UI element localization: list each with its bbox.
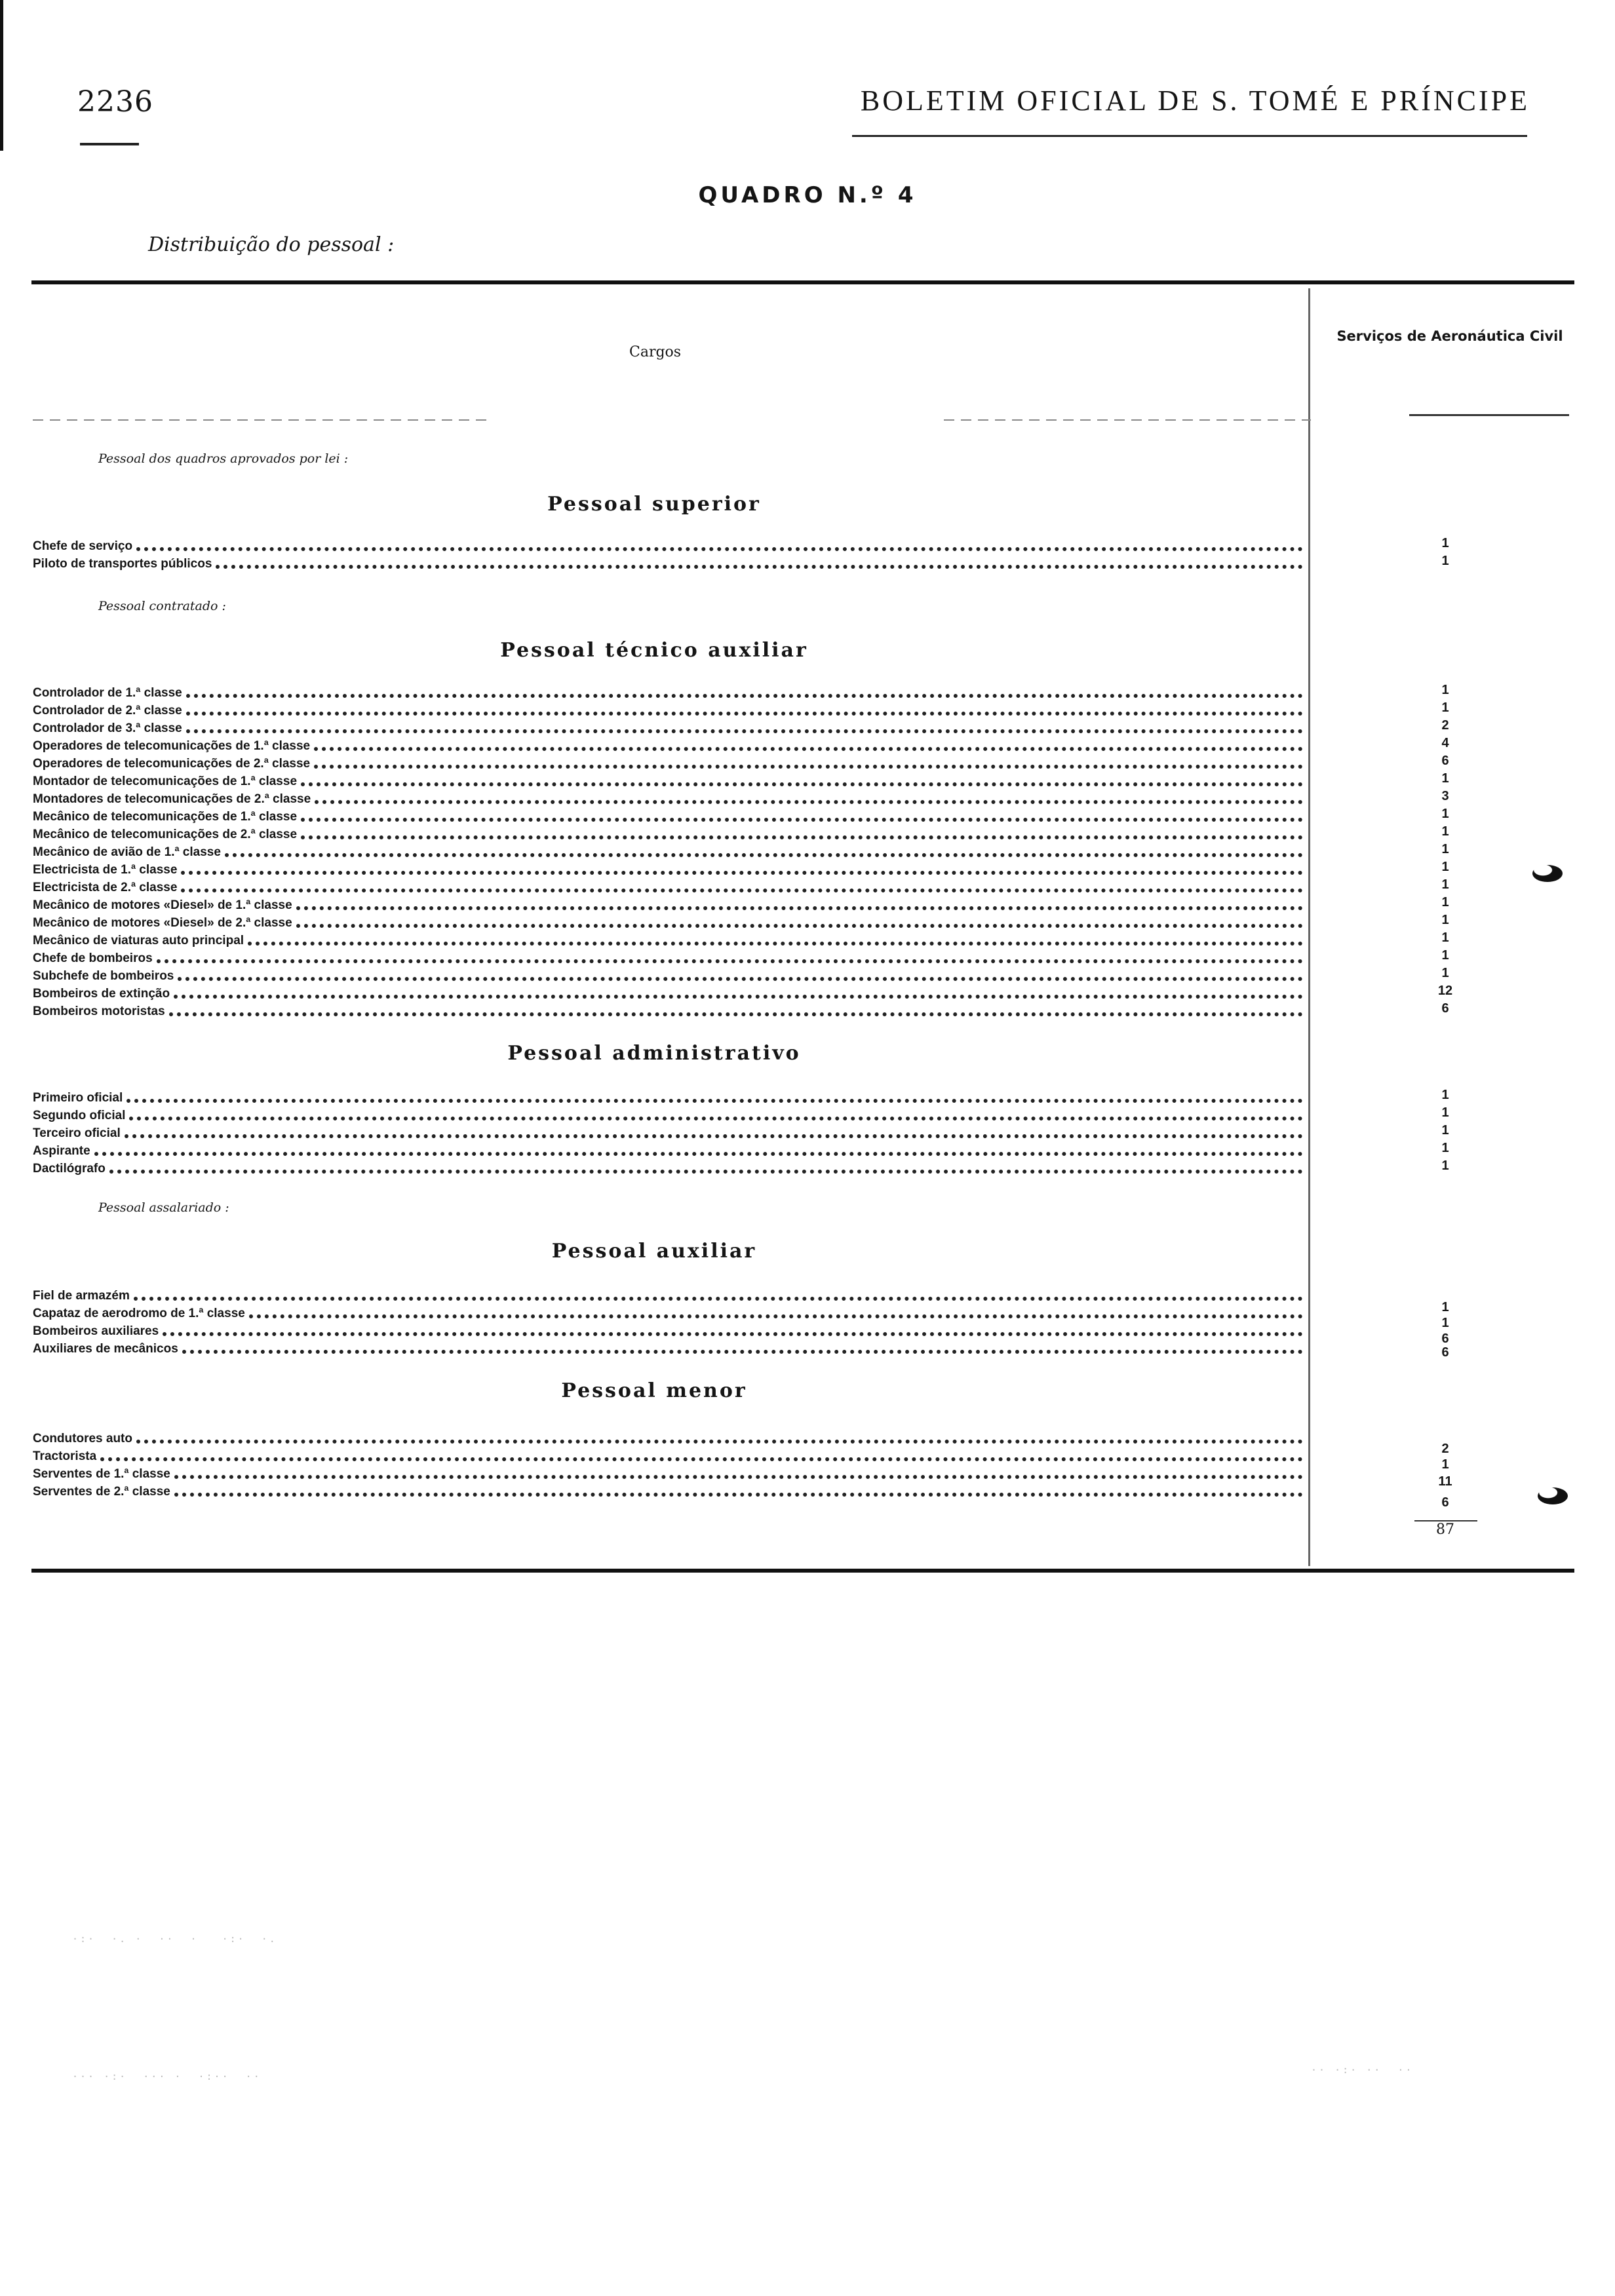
bleed-through-text: ·· ·:· ·· ·· bbox=[1311, 2064, 1414, 2076]
dot-leader bbox=[301, 835, 1303, 839]
table-row bbox=[33, 807, 1303, 824]
dot-leader bbox=[157, 959, 1303, 963]
row-value: 6 bbox=[1441, 1345, 1449, 1360]
punch-hole-mark bbox=[1538, 1487, 1568, 1504]
row-value: 1 bbox=[1441, 1105, 1449, 1120]
table-row bbox=[33, 1464, 1303, 1482]
dot-leader bbox=[178, 977, 1303, 981]
cargo-label: Bombeiros motoristas bbox=[33, 1004, 165, 1018]
table-bottom-rule bbox=[31, 1569, 1574, 1573]
cargo-label: Mecânico de motores «Diesel» de 1.ª classe bbox=[33, 898, 292, 912]
column-header-service: Serviços de Aeronáutica Civil bbox=[1336, 328, 1563, 344]
cargo-label: Controlador de 2.ª classe bbox=[33, 704, 182, 718]
table-row bbox=[33, 1001, 1303, 1019]
table-row bbox=[33, 930, 1303, 948]
header-rule-service bbox=[1409, 414, 1569, 416]
row-value: 1 bbox=[1441, 1141, 1449, 1155]
row-value: 1 bbox=[1441, 1457, 1449, 1472]
cargo-label: Operadores de telecomunicações de 1.ª classe bbox=[33, 739, 311, 753]
dot-leader bbox=[136, 1440, 1303, 1444]
cargo-label: Operadores de telecomunicações de 2.ª classe bbox=[33, 757, 311, 771]
row-value: 12 bbox=[1437, 984, 1453, 998]
total-value: 87 bbox=[1436, 1521, 1454, 1538]
row-value: 1 bbox=[1441, 1316, 1449, 1330]
dot-leader bbox=[134, 1297, 1303, 1301]
row-value: 4 bbox=[1441, 736, 1449, 750]
subtitle: Distribuição do pessoal : bbox=[148, 233, 395, 256]
table-row bbox=[33, 536, 1303, 554]
row-value: 6 bbox=[1441, 754, 1449, 768]
cargo-label: Controlador de 3.ª classe bbox=[33, 721, 182, 735]
cargo-label: Electricista de 1.ª classe bbox=[33, 863, 178, 877]
cargo-label: Mecânico de telecomunicações de 1.ª classe bbox=[33, 810, 298, 824]
dot-leader bbox=[181, 871, 1303, 875]
cargo-label: Bombeiros de extinção bbox=[33, 987, 170, 1001]
cargo-label: Serventes de 2.ª classe bbox=[33, 1485, 170, 1499]
group-label: Pessoal dos quadros aprovados por lei : bbox=[98, 451, 349, 466]
cargo-label: Chefe de serviço bbox=[33, 539, 133, 553]
table-row bbox=[33, 860, 1303, 877]
cargo-label: Montadores de telecomunicações de 2.ª classe bbox=[33, 792, 311, 806]
page-number: 2236 bbox=[77, 85, 153, 119]
table-row bbox=[33, 736, 1303, 754]
column-divider bbox=[1308, 288, 1310, 1566]
table-row bbox=[33, 1123, 1303, 1141]
table-row bbox=[33, 700, 1303, 718]
dot-leader bbox=[182, 1350, 1303, 1354]
dot-leader bbox=[314, 765, 1303, 769]
row-value: 1 bbox=[1441, 683, 1449, 697]
cargo-label: Controlador de 1.ª classe bbox=[33, 686, 182, 700]
cargo-label: Dactilógrafo bbox=[33, 1162, 106, 1176]
dot-leader bbox=[225, 853, 1303, 857]
cargo-label: Mecânico de motores «Diesel» de 2.ª classe bbox=[33, 916, 292, 930]
table-row bbox=[33, 1141, 1303, 1158]
row-value: 2 bbox=[1441, 718, 1449, 733]
row-value: 11 bbox=[1438, 1474, 1452, 1489]
dot-leader bbox=[249, 1314, 1303, 1318]
bleed-through-text: ··· ·:· ··· · ·:·· ·· bbox=[72, 2071, 262, 2082]
dot-leader bbox=[314, 747, 1303, 751]
dot-leader bbox=[129, 1117, 1303, 1120]
dot-leader bbox=[126, 1099, 1303, 1103]
running-head: BOLETIM OFICIAL DE S. TOMÉ E PRÍNCIPE bbox=[860, 85, 1530, 117]
section-heading: Pessoal menor bbox=[561, 1379, 747, 1402]
cargo-label: Mecânico de avião de 1.ª classe bbox=[33, 845, 221, 859]
group-label: Pessoal assalariado : bbox=[98, 1200, 229, 1215]
row-value: 1 bbox=[1441, 554, 1449, 568]
row-value: 1 bbox=[1441, 877, 1449, 892]
dot-leader bbox=[186, 712, 1303, 716]
table-row bbox=[33, 1339, 1303, 1356]
header-rule-middle bbox=[944, 419, 1311, 421]
dot-leader bbox=[94, 1152, 1303, 1156]
table-row bbox=[33, 1286, 1303, 1303]
table-row bbox=[33, 554, 1303, 571]
table-row bbox=[33, 1446, 1303, 1464]
dot-leader bbox=[296, 906, 1303, 910]
table-row bbox=[33, 1158, 1303, 1176]
dot-leader bbox=[174, 995, 1303, 999]
table-row bbox=[33, 754, 1303, 771]
dot-leader bbox=[296, 924, 1303, 928]
group-label: Pessoal contratado : bbox=[98, 599, 226, 613]
table-row bbox=[33, 718, 1303, 736]
table-row bbox=[33, 895, 1303, 913]
dot-leader bbox=[181, 889, 1303, 892]
dot-leader bbox=[216, 565, 1303, 569]
cargo-label: Piloto de transportes públicos bbox=[33, 557, 212, 571]
section-heading: Pessoal superior bbox=[547, 493, 761, 516]
table-row bbox=[33, 1321, 1303, 1339]
row-value: 6 bbox=[1441, 1331, 1449, 1346]
dot-leader bbox=[109, 1170, 1303, 1174]
dot-leader bbox=[301, 818, 1303, 822]
dot-leader bbox=[315, 800, 1303, 804]
dot-leader bbox=[248, 942, 1303, 946]
row-value: 1 bbox=[1441, 860, 1449, 874]
cargo-label: Aspirante bbox=[33, 1144, 90, 1158]
cargo-label: Fiel de armazém bbox=[33, 1289, 130, 1303]
cargo-label: Electricista de 2.ª classe bbox=[33, 881, 178, 894]
row-value: 1 bbox=[1441, 930, 1449, 945]
table-row bbox=[33, 771, 1303, 789]
row-value: 1 bbox=[1441, 948, 1449, 963]
table-row bbox=[33, 877, 1303, 895]
dot-leader bbox=[186, 729, 1303, 733]
table-row bbox=[33, 984, 1303, 1001]
row-value: 6 bbox=[1441, 1001, 1449, 1016]
table-row bbox=[33, 824, 1303, 842]
cargo-label: Bombeiros auxiliares bbox=[33, 1324, 159, 1338]
table-row bbox=[33, 1105, 1303, 1123]
cargo-label: Capataz de aerodromo de 1.ª classe bbox=[33, 1307, 245, 1320]
table-row bbox=[33, 789, 1303, 807]
table-row bbox=[33, 683, 1303, 700]
row-value: 1 bbox=[1441, 824, 1449, 839]
row-value: 1 bbox=[1441, 700, 1449, 715]
dot-leader bbox=[163, 1332, 1303, 1336]
cargo-label: Montador de telecomunicações de 1.ª classe bbox=[33, 775, 298, 788]
table-row bbox=[33, 1303, 1303, 1321]
row-value: 1 bbox=[1441, 1123, 1449, 1138]
row-value: 1 bbox=[1441, 895, 1449, 909]
table-row bbox=[33, 966, 1303, 984]
cargo-label: Terceiro oficial bbox=[33, 1126, 121, 1140]
row-value: 1 bbox=[1441, 913, 1449, 927]
row-value: 1 bbox=[1441, 1158, 1449, 1173]
row-value: 1 bbox=[1441, 1300, 1449, 1314]
dot-leader bbox=[174, 1475, 1303, 1479]
bleed-through-text: ·:· ·. · ·· · ·:· ·. bbox=[72, 1933, 277, 1945]
scan-edge-mark bbox=[0, 0, 3, 151]
cargo-label: Condutores auto bbox=[33, 1432, 132, 1445]
dot-leader bbox=[100, 1457, 1303, 1461]
cargo-label: Segundo oficial bbox=[33, 1109, 126, 1122]
row-value: 1 bbox=[1441, 966, 1449, 980]
cargo-label: Primeiro oficial bbox=[33, 1091, 123, 1105]
page-number-underline bbox=[80, 143, 139, 145]
cargo-label: Serventes de 1.ª classe bbox=[33, 1467, 170, 1481]
cargo-label: Mecânico de telecomunicações de 2.ª classe bbox=[33, 828, 298, 841]
table-top-rule bbox=[31, 280, 1574, 284]
table-row bbox=[33, 948, 1303, 966]
table-row bbox=[33, 1428, 1303, 1446]
dot-leader bbox=[125, 1134, 1303, 1138]
row-value: 3 bbox=[1441, 789, 1449, 803]
header-rule-left bbox=[33, 419, 492, 421]
punch-hole-mark bbox=[1532, 865, 1563, 882]
cargo-label: Subchefe de bombeiros bbox=[33, 969, 174, 983]
cargo-label: Auxiliares de mecânicos bbox=[33, 1342, 178, 1356]
column-header-cargos: Cargos bbox=[629, 344, 682, 360]
row-value: 1 bbox=[1441, 842, 1449, 856]
dot-leader bbox=[169, 1012, 1303, 1016]
row-value: 1 bbox=[1441, 771, 1449, 786]
dot-leader bbox=[301, 782, 1303, 786]
dot-leader bbox=[136, 547, 1303, 551]
cargo-label: Chefe de bombeiros bbox=[33, 951, 153, 965]
cargo-label: Tractorista bbox=[33, 1449, 97, 1463]
table-row bbox=[33, 842, 1303, 860]
row-value: 2 bbox=[1441, 1442, 1449, 1456]
table-row bbox=[33, 1088, 1303, 1105]
section-heading: Pessoal administrativo bbox=[507, 1042, 801, 1065]
dot-leader bbox=[174, 1493, 1303, 1497]
row-value: 1 bbox=[1441, 1088, 1449, 1102]
section-heading: Pessoal técnico auxiliar bbox=[500, 639, 808, 662]
row-value: 1 bbox=[1441, 807, 1449, 821]
section-heading: Pessoal auxiliar bbox=[551, 1240, 757, 1263]
cargo-label: Mecânico de viaturas auto principal bbox=[33, 934, 244, 947]
dot-leader bbox=[186, 694, 1303, 698]
row-value: 1 bbox=[1441, 536, 1449, 550]
table-row bbox=[33, 913, 1303, 930]
table-row bbox=[33, 1482, 1303, 1499]
row-value: 6 bbox=[1441, 1495, 1449, 1510]
page-title: QUADRO N.º 4 bbox=[698, 182, 917, 208]
running-head-rule bbox=[852, 135, 1527, 137]
